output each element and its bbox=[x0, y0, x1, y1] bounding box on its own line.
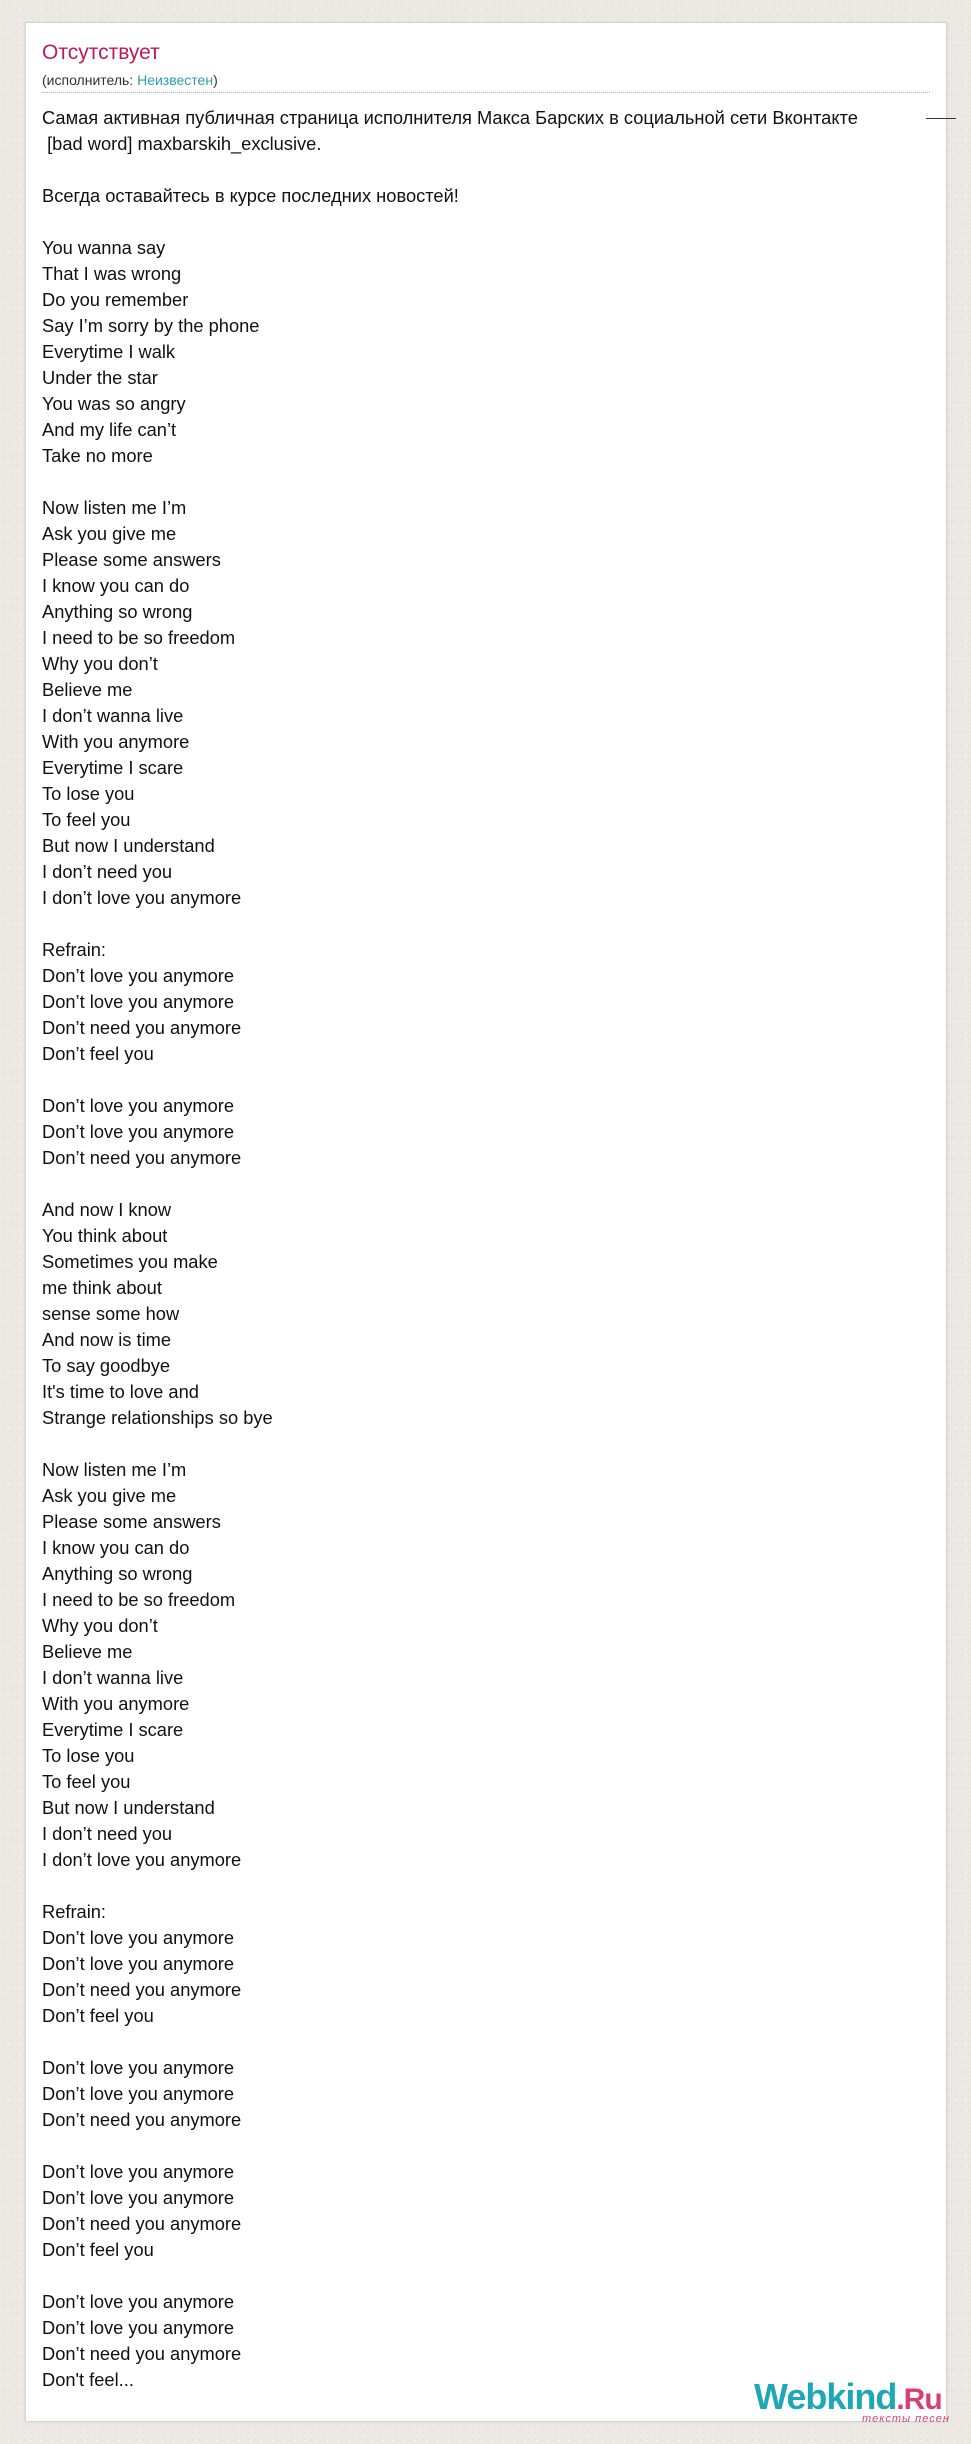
logo-domain-text: .Ru bbox=[896, 2383, 942, 2416]
artist-suffix: ) bbox=[213, 72, 218, 88]
song-title: Отсутствует bbox=[42, 41, 160, 64]
lyrics-text: Самая активная публичная страница исполнителя Макса Барских в социальной сети Вконтакте [bad word] maxbarskih_exclusive. Всегда оставайтесь в курсе последних новостей! You wanna say That I was wrong Do you remember Say I’m sorry by the phone Everytime I walk Under the star You was so angry And my life can’t Take no more Now listen me I’m Ask you give me Please some answers I know you can do Anything so wrong I need to be so freedom Why you don’t Believe me I don’t wanna live With you anymore Everytime I scare To lose you To feel you But now I understand I don’t need you I don’t love you anymore Refrain: Don’t love you anymore Don’t love you anymore Don’t need you anymore Don’t feel you Don’t love you anymore Don’t love you anymore Don’t need you anymore And now I know You think about Sometimes you make me think about sense some how And now is time To say goodbye It's time to love and Strange relationships so bye Now listen me I’m Ask you give me Please some answers I know you can do Anything so wrong I need to be so freedom Why you don’t Believe me I don’t wanna live With you anymore Everytime I scare To lose you To feel you But now I understand I don’t need you I don’t love you anymore Refrain: Don’t love you anymore Don’t love you anymore Don’t need you anymore Don’t feel you Don’t love you anymore Don’t love you anymore Don’t need you anymore Don’t love you anymore Don’t love you anymore Don’t need you anymore Don’t feel you Don’t love you anymore Don’t love you anymore Don’t need you anymore Don't feel... bbox=[42, 107, 858, 2390]
logo-tagline: тексты песен bbox=[862, 2413, 950, 2425]
logo-main-text: Webkind bbox=[754, 2376, 897, 2417]
artist-line bbox=[42, 71, 218, 89]
title-divider bbox=[42, 92, 930, 93]
webkind-logo[interactable] bbox=[754, 2376, 950, 2427]
artist-link[interactable]: Неизвестен bbox=[137, 72, 214, 88]
artist-prefix: (исполнитель: bbox=[42, 72, 138, 88]
lyrics-card bbox=[25, 22, 950, 2425]
